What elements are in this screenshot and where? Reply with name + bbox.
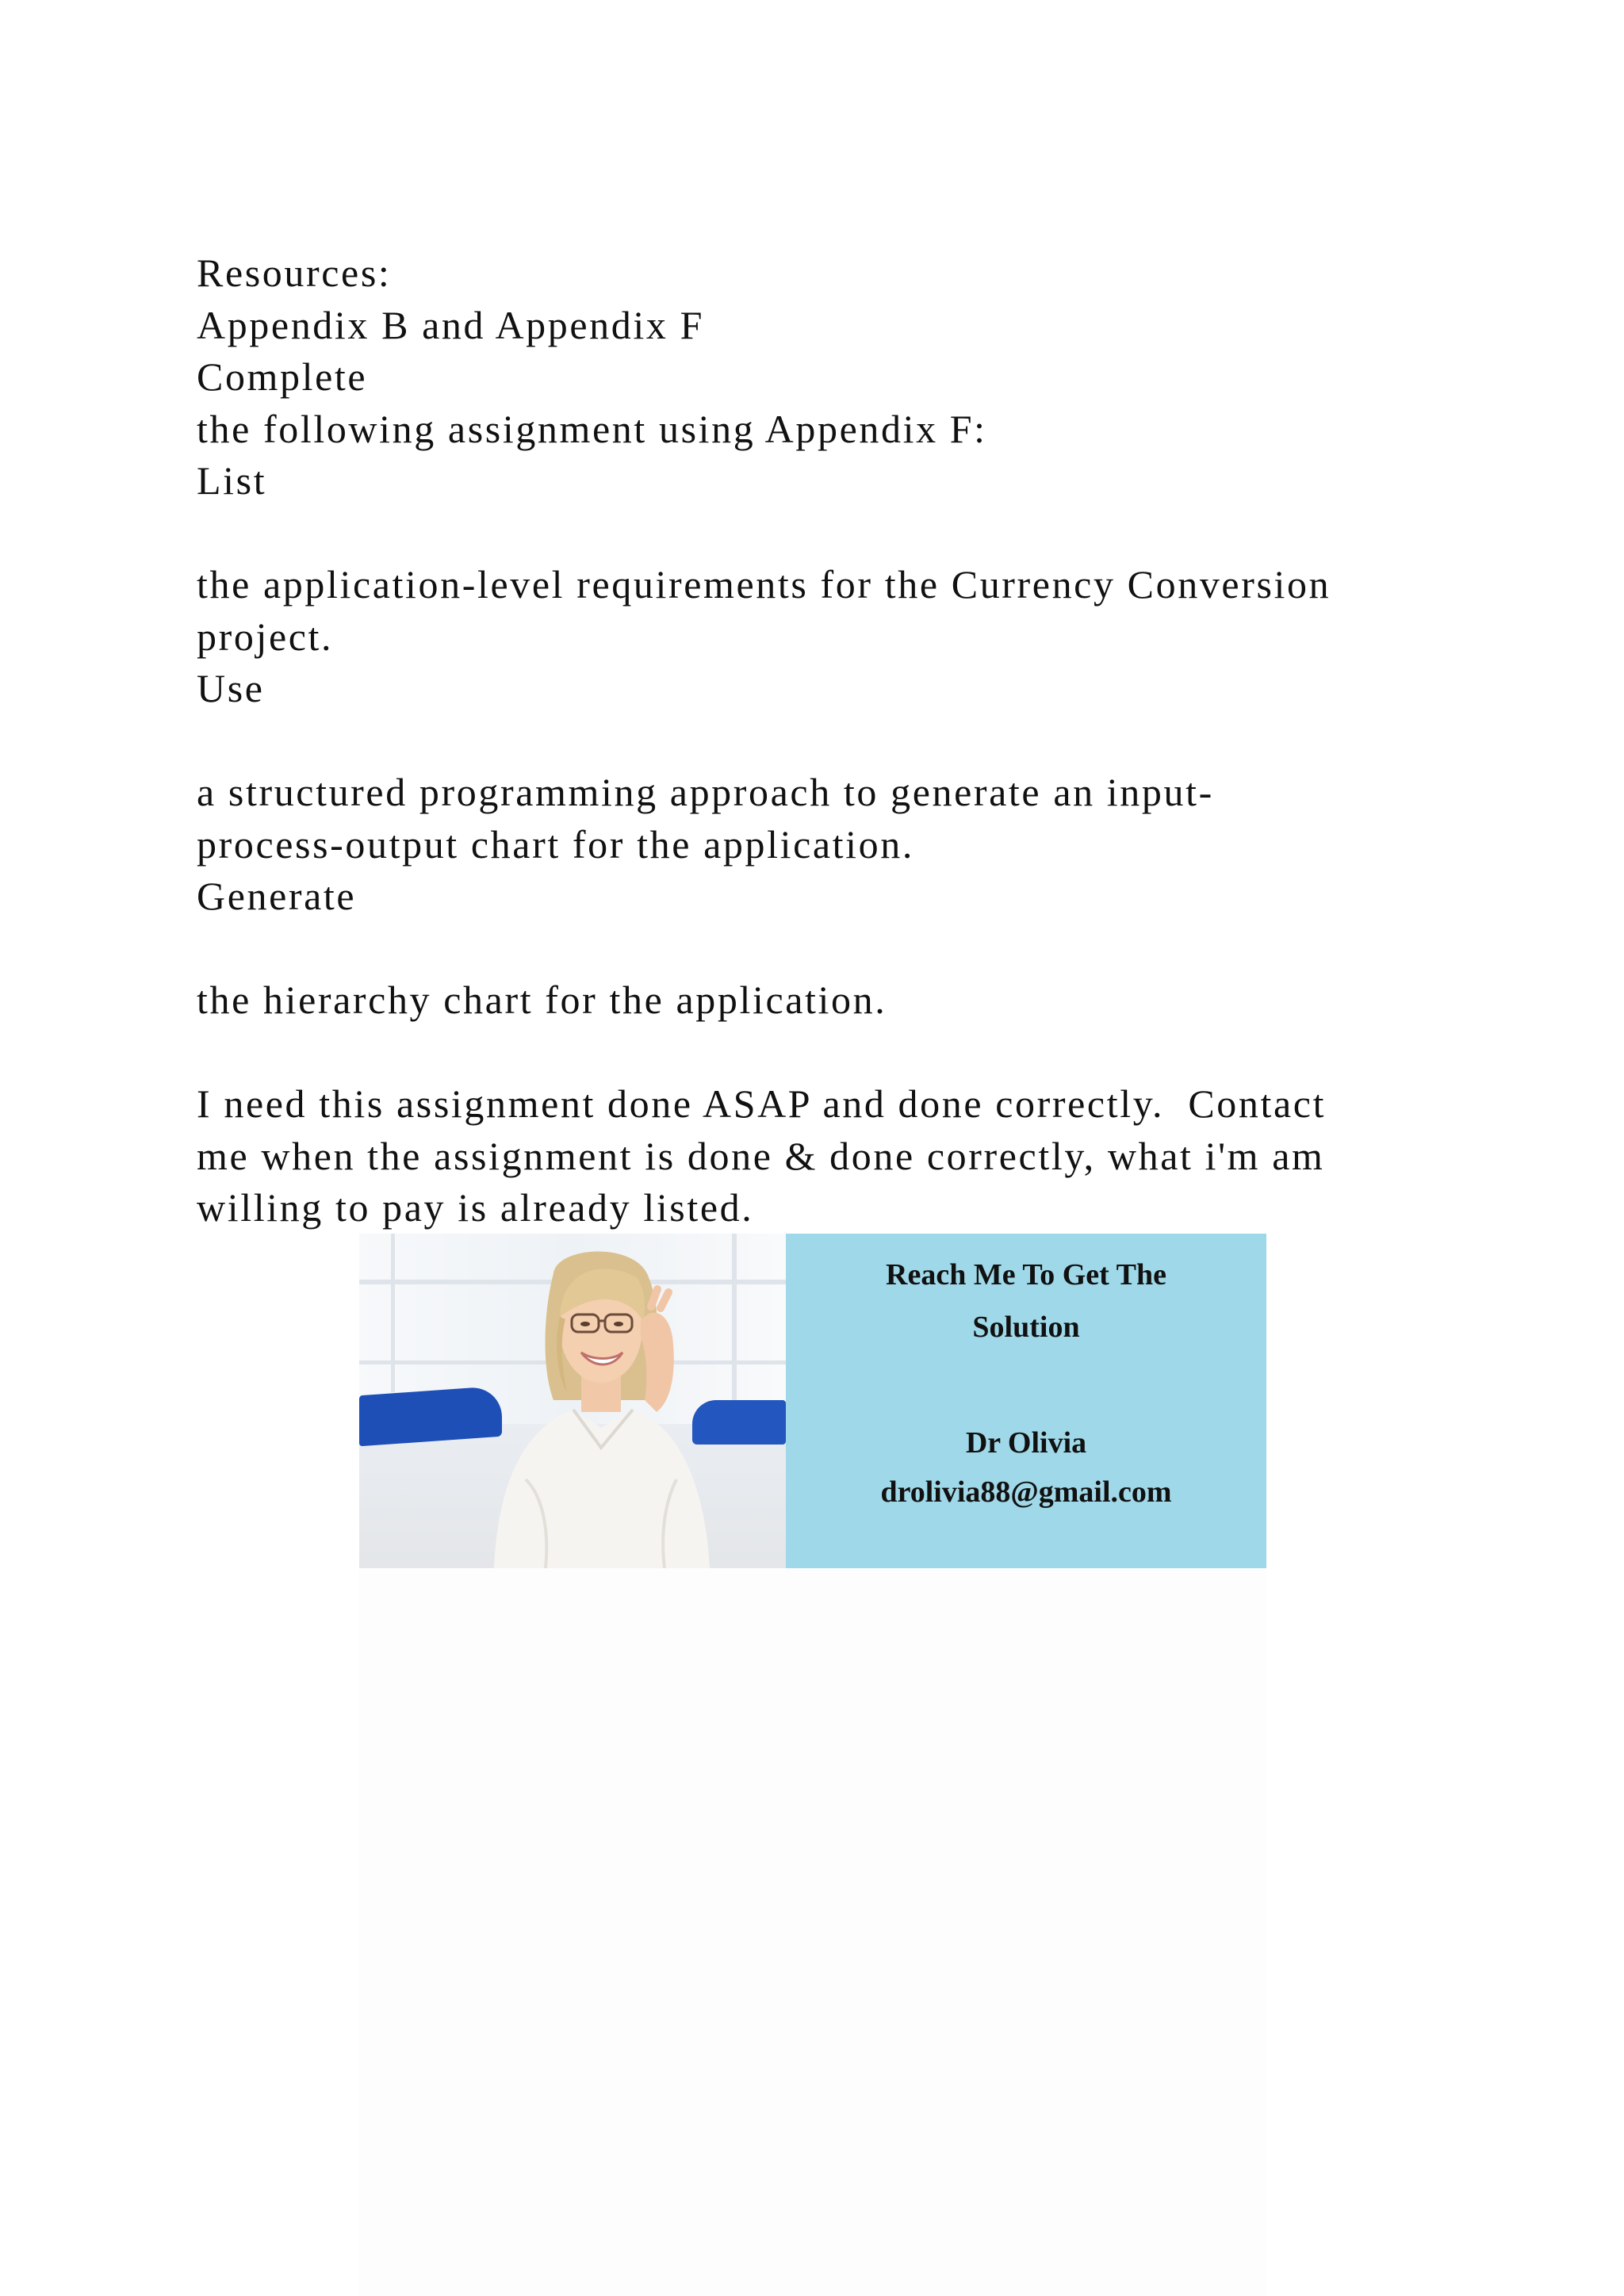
text-line: a structured programming approach to generate an input- — [197, 770, 1214, 814]
contact-name: Dr Olivia — [965, 1426, 1087, 1460]
blank-line — [197, 923, 1434, 975]
window-bar — [391, 1234, 395, 1392]
contact-email: drolivia88@gmail.com — [880, 1475, 1172, 1509]
text-line: willing to pay is already listed. — [197, 1185, 754, 1230]
text-line: the following assignment using Appendix F: — [197, 406, 987, 451]
text-line: I need this assignment done ASAP and done correctly. Contact — [197, 1081, 1327, 1126]
text-line: the application-level requirements for the Currency Conversion — [197, 562, 1331, 607]
blank-line — [197, 1027, 1434, 1079]
contact-banner — [359, 1234, 1266, 1568]
text-line: project. — [197, 614, 334, 659]
headline-line2: Solution — [972, 1311, 1080, 1344]
text-line: Generate — [197, 874, 357, 918]
headline-line1: Reach Me To Get The — [886, 1258, 1166, 1292]
text-line: Use — [197, 666, 265, 710]
text-line: the hierarchy chart for the application. — [197, 978, 887, 1022]
woman-with-glasses-photo — [359, 1234, 786, 1568]
assignment-text — [197, 247, 1434, 1234]
person-illustration — [478, 1242, 716, 1568]
blank-line — [197, 507, 1434, 560]
window-bar — [732, 1234, 737, 1424]
contact-info-panel — [786, 1234, 1266, 1568]
text-line: Resources: — [197, 251, 392, 295]
text-line: me when the assignment is done & done correctly, what i'm am — [197, 1133, 1325, 1178]
blank-line — [197, 715, 1434, 767]
text-line: process-output chart for the application. — [197, 821, 914, 867]
text-line: Complete — [197, 354, 368, 399]
text-line: List — [197, 458, 267, 503]
text-line: Appendix B and Appendix F — [197, 302, 704, 347]
blank-image-area — [359, 1568, 1266, 2296]
